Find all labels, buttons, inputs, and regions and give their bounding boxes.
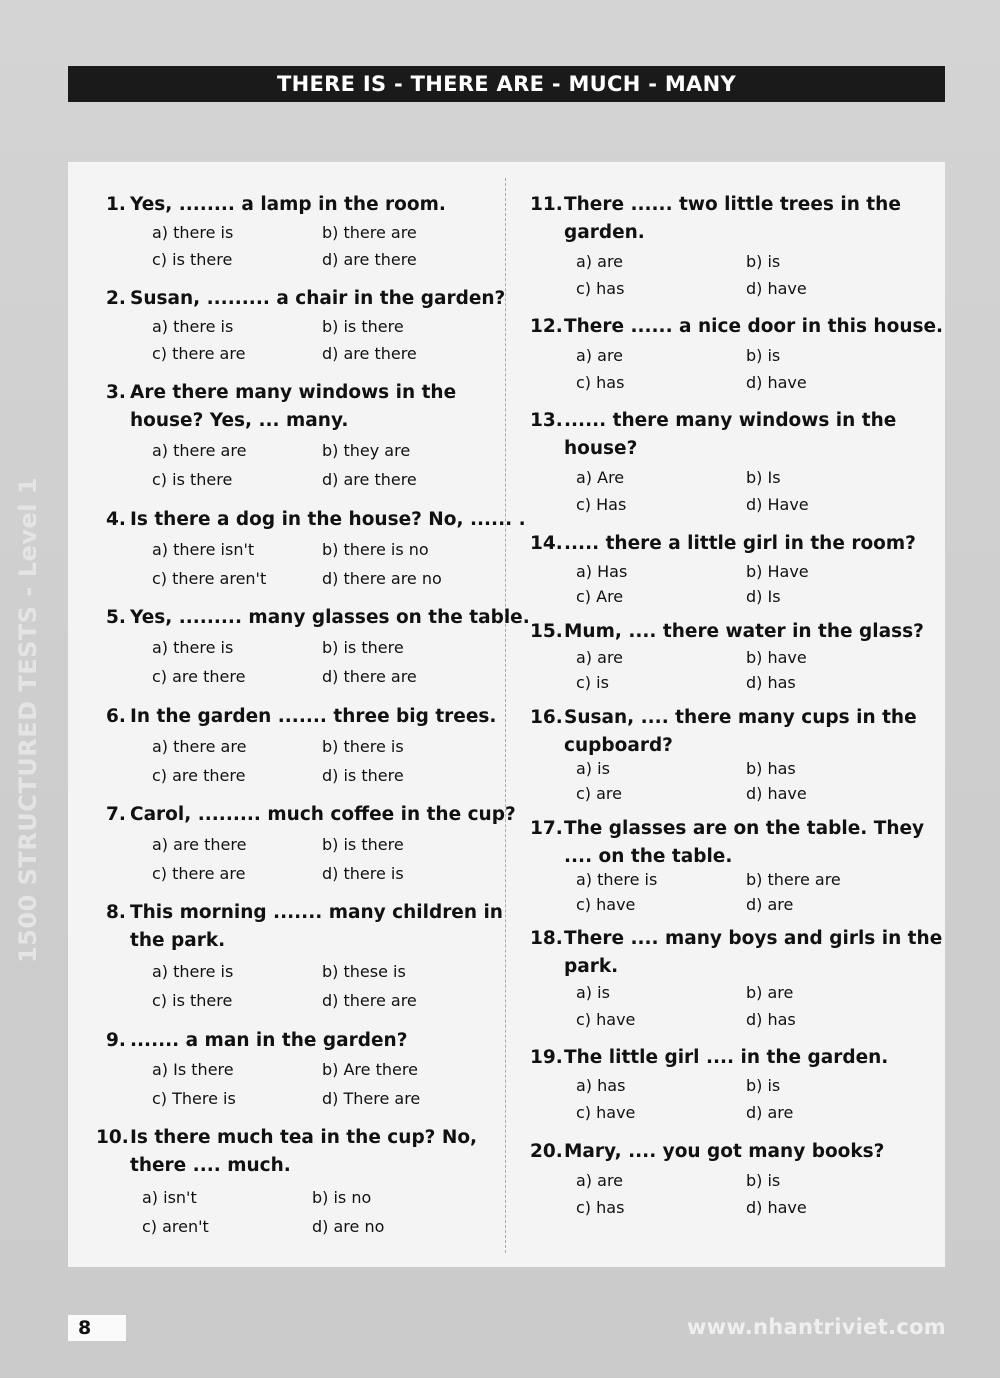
- question-stem: [106, 801, 516, 829]
- options-row: [576, 464, 916, 491]
- question-number: 2.: [106, 288, 126, 309]
- options-row: [576, 369, 916, 396]
- question-stem: [530, 1044, 888, 1072]
- answer-option[interactable]: b) there are: [746, 870, 841, 889]
- question-number: 9.: [106, 1030, 126, 1051]
- question-stem: [530, 704, 917, 760]
- answer-option[interactable]: c) there are: [152, 344, 246, 363]
- question-text-line: There ...... a nice door in this house.: [564, 316, 944, 337]
- question-number: 8.: [106, 902, 126, 923]
- question-stem: [530, 1138, 884, 1166]
- question-12: [530, 313, 944, 392]
- question-stem: [106, 899, 503, 955]
- question-text-line: There .... many boys and girls in the: [564, 928, 943, 949]
- options-row: [152, 762, 492, 789]
- options-row: [152, 437, 492, 464]
- answer-option[interactable]: b) has: [746, 759, 796, 778]
- answer-option[interactable]: d) have: [746, 1198, 807, 1217]
- answer-option[interactable]: a) isn't: [142, 1188, 197, 1207]
- options-row: [152, 860, 492, 887]
- question-stem: [106, 285, 505, 313]
- answer-option[interactable]: d) have: [746, 373, 807, 392]
- options-row: [152, 958, 492, 985]
- answer-option[interactable]: c) have: [576, 1010, 636, 1029]
- question-20: [530, 1138, 885, 1217]
- question-text-line: Carol, ......... much coffee in the cup?: [130, 804, 516, 825]
- answer-option[interactable]: b) there is no: [322, 540, 429, 559]
- question-text-line: ..... there a little girl in the room?: [564, 533, 916, 554]
- question-number: 4.: [106, 509, 126, 530]
- answer-option[interactable]: a) are: [576, 346, 624, 365]
- question-number: 14.: [530, 533, 563, 554]
- options-row: [152, 246, 492, 273]
- answer-option[interactable]: a) is: [576, 983, 610, 1002]
- answer-option[interactable]: a) there is: [576, 870, 658, 889]
- answer-option[interactable]: c) is there: [152, 991, 233, 1010]
- answer-option[interactable]: b) Have: [746, 562, 809, 581]
- options-row: [152, 831, 492, 858]
- answer-option[interactable]: c) are: [576, 784, 622, 803]
- question-text-line: Is there much tea in the cup? No,: [130, 1127, 478, 1148]
- answer-option[interactable]: d) Is: [746, 587, 781, 606]
- question-text-line: park.: [564, 956, 619, 977]
- question-stem: [106, 604, 530, 632]
- answer-option[interactable]: c) there are: [152, 864, 246, 883]
- question-number: 16.: [530, 707, 563, 728]
- question-text-line: ...... there many windows in the: [564, 410, 897, 431]
- answer-option[interactable]: d) there are no: [322, 569, 442, 588]
- options-row: [576, 1167, 916, 1194]
- answer-option[interactable]: b) Is: [746, 468, 781, 487]
- answer-option[interactable]: d) are there: [322, 470, 417, 489]
- options-row: [152, 340, 492, 367]
- page-number: 8: [68, 1315, 126, 1341]
- answer-option[interactable]: a) are: [576, 1171, 624, 1190]
- question-16: [530, 704, 917, 803]
- question-19: [530, 1044, 889, 1122]
- question-stem: [530, 925, 942, 981]
- question-6: [106, 703, 497, 785]
- question-text-line: cupboard?: [564, 735, 673, 756]
- options-row: [152, 733, 492, 760]
- question-stem: [106, 379, 456, 435]
- answer-option[interactable]: b) these is: [322, 962, 406, 981]
- question-number: 3.: [106, 382, 126, 403]
- answer-option[interactable]: d) There are: [322, 1089, 421, 1108]
- question-text-line: In the garden ....... three big trees.: [130, 706, 497, 727]
- question-17: [530, 815, 925, 914]
- answer-option[interactable]: a) there is: [152, 317, 234, 336]
- question-stem: [530, 313, 943, 341]
- answer-option[interactable]: c) there aren't: [152, 569, 267, 588]
- answer-option[interactable]: a) there is: [152, 962, 234, 981]
- answer-option[interactable]: a) there is: [152, 638, 234, 657]
- answer-option[interactable]: d) have: [746, 279, 807, 298]
- answer-option[interactable]: a) there is: [152, 223, 234, 242]
- question-stem: [530, 815, 924, 871]
- question-11: [530, 191, 901, 298]
- answer-option[interactable]: a) there are: [152, 441, 247, 460]
- question-7: [106, 801, 516, 883]
- answer-option[interactable]: d) are there: [322, 250, 417, 269]
- question-number: 7.: [106, 804, 126, 825]
- question-text-line: This morning ....... many children in: [130, 902, 503, 923]
- answer-option[interactable]: b) is: [746, 1076, 781, 1095]
- answer-option[interactable]: a) has: [576, 1076, 626, 1095]
- options-row: [576, 275, 916, 302]
- answer-option[interactable]: b) is there: [322, 835, 404, 854]
- page-title-text: THERE IS - THERE ARE - MUCH - MANY: [277, 72, 736, 96]
- options-row: [152, 565, 492, 592]
- sidebar-series-title: 1500 STRUCTURED TESTS - Level 1: [14, 476, 42, 964]
- answer-option[interactable]: a) are: [576, 252, 624, 271]
- question-stem: [106, 191, 446, 219]
- question-9: [106, 1027, 421, 1108]
- answer-option[interactable]: b) there are: [322, 223, 417, 242]
- answer-option[interactable]: c) are there: [152, 667, 246, 686]
- options-row: [152, 313, 492, 340]
- answer-option[interactable]: c) is there: [152, 250, 233, 269]
- question-1: [106, 191, 446, 269]
- options-row: [152, 1085, 492, 1112]
- answer-option[interactable]: a) are there: [152, 835, 247, 854]
- answer-option[interactable]: c) are there: [152, 766, 246, 785]
- question-stem: [106, 703, 496, 731]
- answer-option[interactable]: d) have: [746, 784, 807, 803]
- question-number: 18.: [530, 928, 563, 949]
- question-stem: [530, 618, 924, 646]
- question-stem: [530, 191, 901, 247]
- answer-option[interactable]: a) there isn't: [152, 540, 255, 559]
- options-row: [142, 1184, 482, 1211]
- answer-option[interactable]: c) has: [576, 1198, 625, 1217]
- question-4: [106, 506, 526, 588]
- question-stem: [530, 530, 916, 558]
- question-text-line: Is there a dog in the house? No, ...... .: [130, 509, 526, 530]
- question-13: [530, 407, 897, 514]
- options-row: [576, 979, 916, 1006]
- options-row: [576, 669, 916, 696]
- answer-option[interactable]: b) Are there: [322, 1060, 418, 1079]
- options-row: [576, 1072, 916, 1099]
- answer-option[interactable]: b) is: [746, 252, 781, 271]
- options-row: [576, 755, 916, 782]
- question-stem: [530, 407, 896, 463]
- question-15: [530, 618, 924, 692]
- answer-option[interactable]: b) they are: [322, 441, 411, 460]
- answer-option[interactable]: d) is there: [322, 766, 404, 785]
- answer-option[interactable]: c) have: [576, 1103, 636, 1122]
- answer-option[interactable]: b) are: [746, 983, 794, 1002]
- answer-option[interactable]: a) Is there: [152, 1060, 234, 1079]
- question-8: [106, 899, 503, 1010]
- question-text-line: Yes, ......... many glasses on the table.: [130, 607, 530, 628]
- question-number: 15.: [530, 621, 563, 642]
- answer-option[interactable]: d) are there: [322, 344, 417, 363]
- answer-option[interactable]: a) Has: [576, 562, 628, 581]
- options-row: [576, 891, 916, 918]
- question-text-line: There ...... two little trees in the: [564, 194, 901, 215]
- options-row: [576, 248, 916, 275]
- answer-option[interactable]: b) there is: [322, 737, 404, 756]
- question-stem: [106, 506, 526, 534]
- answer-option[interactable]: b) is there: [322, 317, 404, 336]
- question-text-line: The little girl .... in the garden.: [564, 1047, 889, 1068]
- question-text-line: Mum, .... there water in the glass?: [564, 621, 924, 642]
- options-row: [576, 558, 916, 585]
- question-number: 20.: [530, 1141, 563, 1162]
- question-number: 13.: [530, 410, 563, 431]
- answer-option[interactable]: c) has: [576, 279, 625, 298]
- question-text-line: .... on the table.: [564, 846, 733, 867]
- options-row: [576, 1194, 916, 1221]
- options-row: [152, 1056, 492, 1083]
- answer-option[interactable]: d) there are: [322, 991, 417, 1010]
- question-text-line: Susan, ......... a chair in the garden?: [130, 288, 506, 309]
- answer-option[interactable]: c) is there: [152, 470, 233, 489]
- question-number: 17.: [530, 818, 563, 839]
- question-text-line: house? Yes, ... many.: [130, 410, 349, 431]
- answer-option[interactable]: d) are no: [312, 1217, 385, 1236]
- options-row: [152, 219, 492, 246]
- question-number: 12.: [530, 316, 563, 337]
- question-number: 11.: [530, 194, 563, 215]
- options-row: [576, 866, 916, 893]
- question-stem: [96, 1124, 477, 1180]
- answer-option[interactable]: c) Are: [576, 587, 624, 606]
- options-row: [576, 583, 916, 610]
- options-row: [576, 1006, 916, 1033]
- page-title: [68, 66, 945, 102]
- question-text-line: the park.: [130, 930, 226, 951]
- website-watermark: www.nhantriviet.com: [686, 1315, 946, 1339]
- question-text-line: house?: [564, 438, 638, 459]
- answer-option[interactable]: b) is: [746, 346, 781, 365]
- options-row: [142, 1213, 482, 1240]
- answer-option[interactable]: c) Has: [576, 495, 627, 514]
- question-text-line: Susan, .... there many cups in the: [564, 707, 917, 728]
- answer-option[interactable]: b) have: [746, 648, 807, 667]
- options-row: [152, 987, 492, 1014]
- answer-option[interactable]: b) is: [746, 1171, 781, 1190]
- answer-option[interactable]: a) is: [576, 759, 610, 778]
- question-14: [530, 530, 916, 606]
- question-stem: [106, 1027, 407, 1055]
- answer-option[interactable]: c) has: [576, 373, 625, 392]
- answer-option[interactable]: c) aren't: [142, 1217, 209, 1236]
- answer-option[interactable]: c) is: [576, 673, 609, 692]
- answer-option[interactable]: b) is no: [312, 1188, 372, 1207]
- question-text-line: Yes, ........ a lamp in the room.: [130, 194, 446, 215]
- options-row: [576, 780, 916, 807]
- question-number: 1.: [106, 194, 126, 215]
- options-row: [152, 466, 492, 493]
- answer-option[interactable]: a) Are: [576, 468, 625, 487]
- options-row: [576, 1099, 916, 1126]
- question-text-line: The glasses are on the table. They: [564, 818, 925, 839]
- answer-option[interactable]: a) there are: [152, 737, 247, 756]
- question-5: [106, 604, 530, 686]
- question-number: 19.: [530, 1047, 563, 1068]
- answer-option[interactable]: d) has: [746, 673, 796, 692]
- answer-option[interactable]: d) are: [746, 895, 794, 914]
- question-18: [530, 925, 943, 1029]
- question-number: 6.: [106, 706, 126, 727]
- question-10: [96, 1124, 478, 1236]
- answer-option[interactable]: c) There is: [152, 1089, 236, 1108]
- question-number: 5.: [106, 607, 126, 628]
- question-text-line: Are there many windows in the: [130, 382, 457, 403]
- options-row: [576, 342, 916, 369]
- question-text-line: garden.: [564, 222, 645, 243]
- answer-option[interactable]: d) are: [746, 1103, 794, 1122]
- options-row: [152, 634, 492, 661]
- question-text-line: there .... much.: [130, 1155, 291, 1176]
- column-divider: [505, 178, 506, 1253]
- answer-option[interactable]: b) is there: [322, 638, 404, 657]
- answer-option[interactable]: d) there is: [322, 864, 404, 883]
- question-text-line: ....... a man in the garden?: [130, 1030, 408, 1051]
- options-row: [152, 663, 492, 690]
- answer-option[interactable]: d) Have: [746, 495, 809, 514]
- question-3: [106, 379, 457, 489]
- answer-option[interactable]: a) are: [576, 648, 624, 667]
- answer-option[interactable]: d) there are: [322, 667, 417, 686]
- question-text-line: Mary, .... you got many books?: [564, 1141, 885, 1162]
- answer-option[interactable]: d) has: [746, 1010, 796, 1029]
- options-row: [152, 536, 492, 563]
- question-2: [106, 285, 506, 363]
- question-number: 10.: [96, 1127, 129, 1148]
- options-row: [576, 491, 916, 518]
- answer-option[interactable]: c) have: [576, 895, 636, 914]
- options-row: [576, 644, 916, 671]
